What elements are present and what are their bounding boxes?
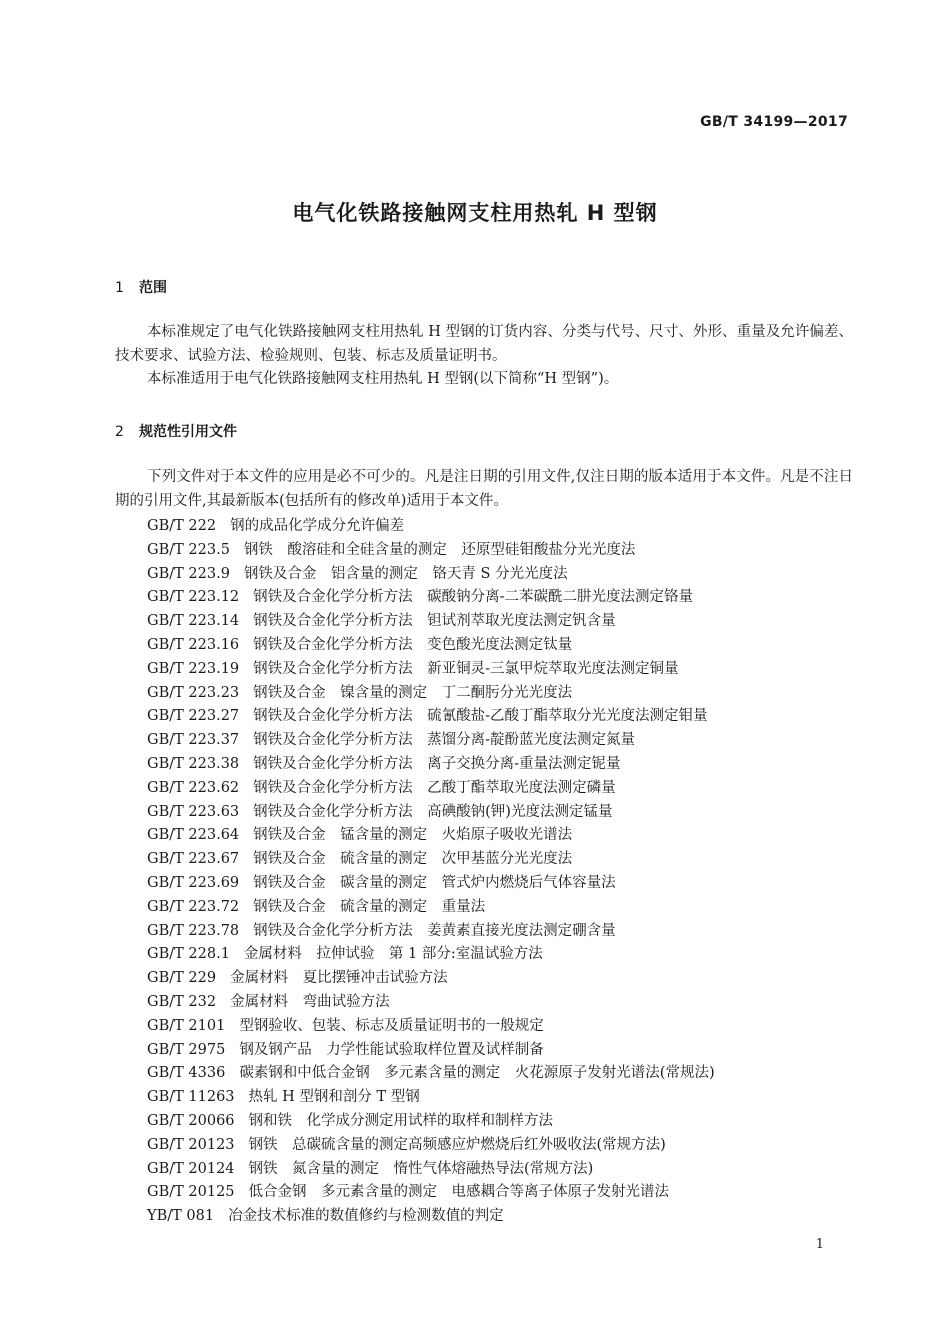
reference-item <box>147 967 715 991</box>
reference-title: 钢铁及合金化学分析方法 硫氰酸盐-乙酸丁酯萃取分光光度法测定钼量 <box>253 708 708 725</box>
normative-references-list <box>147 515 715 1229</box>
reference-code: GB/T 223.16 <box>147 636 240 653</box>
reference-item <box>147 563 715 587</box>
reference-title: 钢铁及合金 铝含量的测定 铬天青 S 分光光度法 <box>243 565 568 582</box>
reference-title: 钢铁及合金化学分析方法 姜黄素直接光度法测定硼含量 <box>253 922 616 939</box>
reference-title: 钢铁及合金化学分析方法 新亚铜灵-三氯甲烷萃取光度法测定铜量 <box>253 660 679 677</box>
reference-code: GB/T 20066 <box>147 1112 235 1129</box>
reference-title: 金属材料 夏比摆锤冲击试验方法 <box>230 970 448 987</box>
reference-title: 钢铁 总碳硫含量的测定高频感应炉燃烧后红外吸收法(常规方法) <box>248 1136 666 1153</box>
reference-item <box>147 943 715 967</box>
reference-title: 低合金钢 多元素含量的测定 电感耦合等离子体原子发射光谱法 <box>248 1184 670 1201</box>
reference-item <box>147 658 715 682</box>
reference-code: GB/T 223.38 <box>147 755 240 772</box>
reference-item <box>147 515 715 539</box>
reference-title: 钢铁及合金化学分析方法 钽试剂萃取光度法测定钒含量 <box>253 613 616 630</box>
section-1-paragraph-1: 本标准规定了电气化铁路接触网支柱用热轧 H 型钢的订货内容、分类与代号、尺寸、外形、重量及允许偏差、技术要求、试验方法、检验规则、包装、标志及质量证明书。 <box>115 324 853 364</box>
reference-code: GB/T 223.9 <box>147 565 230 582</box>
reference-code: GB/T 223.64 <box>147 827 240 844</box>
reference-title: 金属材料 拉伸试验 第 1 部分:室温试验方法 <box>243 946 543 963</box>
reference-item <box>147 1158 715 1182</box>
reference-title: 钢铁及合金化学分析方法 高碘酸钠(钾)光度法测定锰量 <box>253 803 613 820</box>
reference-title: 钢铁及合金化学分析方法 碳酸钠分离-二苯碳酰二肼光度法测定铬量 <box>253 589 694 606</box>
section-title: 范围 <box>139 280 167 296</box>
reference-title: 钢铁及合金化学分析方法 变色酸光度法测定钛量 <box>253 636 573 653</box>
reference-item <box>147 1062 715 1086</box>
reference-title: 钢的成品化学成分允许偏差 <box>230 518 405 534</box>
reference-code: GB/T 20123 <box>147 1136 235 1153</box>
standard-code: GB/T 34199—2017 <box>700 114 848 130</box>
reference-title: 钢铁及合金化学分析方法 蒸馏分离-靛酚蓝光度法测定氮量 <box>253 732 636 749</box>
section-title: 规范性引用文件 <box>139 424 237 440</box>
reference-item <box>147 1015 715 1039</box>
reference-item <box>147 1205 715 1229</box>
reference-code: GB/T 229 <box>147 970 217 987</box>
reference-title: 钢铁及合金化学分析方法 离子交换分离-重量法测定铌量 <box>253 755 621 772</box>
reference-code: GB/T 223.14 <box>147 613 240 630</box>
reference-title: 钢铁 氮含量的测定 惰性气体熔融热导法(常规方法) <box>248 1160 594 1177</box>
reference-title: 钢铁及合金化学分析方法 乙酸丁酯萃取光度法测定磷量 <box>253 779 616 796</box>
reference-title: 碳素钢和中低合金钢 多元素含量的测定 火花源原子发射光谱法(常规法) <box>239 1065 715 1082</box>
reference-item <box>147 1039 715 1063</box>
reference-item <box>147 920 715 944</box>
reference-item <box>147 801 715 825</box>
reference-code: GB/T 223.12 <box>147 589 240 606</box>
reference-code: GB/T 223.63 <box>147 803 240 820</box>
reference-item <box>147 824 715 848</box>
reference-item <box>147 539 715 563</box>
reference-code: YB/T 081 <box>147 1208 215 1225</box>
reference-code: GB/T 223.67 <box>147 851 240 868</box>
reference-item <box>147 777 715 801</box>
reference-item <box>147 729 715 753</box>
reference-code: GB/T 232 <box>147 993 217 1010</box>
reference-item <box>147 634 715 658</box>
reference-item <box>147 1086 715 1110</box>
section-number: 2 <box>115 424 124 440</box>
reference-title: 钢铁 酸溶硅和全硅含量的测定 还原型硅钼酸盐分光光度法 <box>243 541 636 558</box>
reference-code: GB/T 223.19 <box>147 660 240 677</box>
document-title: 电气化铁路接触网支柱用热轧 H 型钢 <box>292 201 658 225</box>
reference-item <box>147 753 715 777</box>
reference-code: GB/T 223.78 <box>147 922 240 939</box>
reference-title: 型钢验收、包装、标志及质量证明书的一般规定 <box>239 1017 544 1034</box>
reference-code: GB/T 223.72 <box>147 898 240 915</box>
reference-item <box>147 586 715 610</box>
reference-item <box>147 991 715 1015</box>
section-1-heading <box>115 277 167 297</box>
reference-code: GB/T 223.23 <box>147 684 240 701</box>
reference-title: 钢铁及合金 硫含量的测定 重量法 <box>253 898 486 915</box>
reference-item <box>147 1134 715 1158</box>
reference-title: 钢铁及合金 碳含量的测定 管式炉内燃烧后气体容量法 <box>253 874 616 891</box>
section-2-paragraph-1: 下列文件对于本文件的应用是必不可少的。凡是注日期的引用文件,仅注日期的版本适用于本文件。凡是不注日期的引用文件,其最新版本(包括所有的修改单)适用于本文件。 <box>115 469 853 509</box>
reference-code: GB/T 2975 <box>147 1041 226 1058</box>
reference-code: GB/T 11263 <box>147 1089 235 1106</box>
reference-code: GB/T 228.1 <box>147 946 230 963</box>
reference-item <box>147 682 715 706</box>
reference-item <box>147 1181 715 1205</box>
reference-code: GB/T 223.5 <box>147 541 230 558</box>
reference-code: GB/T 223.69 <box>147 874 240 891</box>
reference-title: 钢铁及合金 硫含量的测定 次甲基蓝分光光度法 <box>253 851 573 868</box>
reference-item <box>147 848 715 872</box>
reference-code: GB/T 223.62 <box>147 779 240 796</box>
section-2-heading <box>115 421 237 441</box>
reference-title: 金属材料 弯曲试验方法 <box>230 993 390 1010</box>
reference-item <box>147 1110 715 1134</box>
section-number: 1 <box>115 280 124 296</box>
reference-code: GB/T 223.37 <box>147 732 240 749</box>
reference-item <box>147 896 715 920</box>
section-1-paragraph-2: 本标准适用于电气化铁路接触网支柱用热轧 H 型钢(以下简称“H 型钢”)。 <box>147 371 619 387</box>
page-number: 1 <box>815 1237 824 1252</box>
reference-code: GB/T 222 <box>147 518 217 534</box>
reference-title: 钢及钢产品 力学性能试验取样位置及试样制备 <box>239 1041 544 1058</box>
reference-code: GB/T 20125 <box>147 1184 235 1201</box>
reference-title: 钢铁及合金 锰含量的测定 火焰原子吸收光谱法 <box>253 827 573 844</box>
reference-title: 钢和铁 化学成分测定用试样的取样和制样方法 <box>248 1112 554 1129</box>
reference-code: GB/T 2101 <box>147 1017 226 1034</box>
reference-code: GB/T 20124 <box>147 1160 235 1177</box>
reference-item <box>147 705 715 729</box>
reference-title: 热轧 H 型钢和剖分 T 型钢 <box>248 1089 420 1106</box>
reference-item <box>147 610 715 634</box>
reference-code: GB/T 4336 <box>147 1065 226 1082</box>
reference-title: 冶金技术标准的数值修约与检测数值的判定 <box>228 1208 504 1225</box>
reference-item <box>147 872 715 896</box>
reference-code: GB/T 223.27 <box>147 708 240 725</box>
reference-title: 钢铁及合金 镍含量的测定 丁二酮肟分光光度法 <box>253 684 573 701</box>
